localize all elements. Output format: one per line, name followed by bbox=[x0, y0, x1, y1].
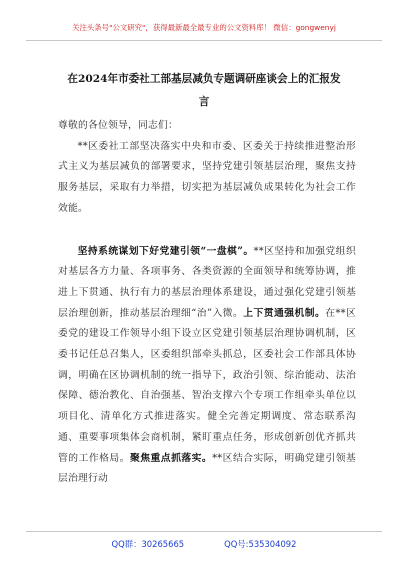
header-divider bbox=[26, 40, 382, 41]
paragraph-intro: **区委社工部坚决落实中央和市委、区委关于持续推进整治形式主义为基层减负的部署要求，坚持党建引领基层治理，聚焦支持服务基层，采取有力举措，切实把为基层减负成果转化为社会工作效能。 bbox=[58, 140, 356, 214]
document-title bbox=[40, 68, 368, 114]
header-banner: 关注头条号"公文研究"，获得最新最全最专业的公文资料库！ 微信：gongwenyj bbox=[72, 23, 336, 32]
section-text-3: **区结合实际，明确党建引领基层治理行动 bbox=[58, 452, 356, 485]
salutation: 尊敬的各位领导，同志们： bbox=[58, 120, 178, 131]
title-line-2: 言 bbox=[198, 96, 210, 108]
document-body bbox=[58, 116, 356, 490]
title-line-1: 在2024年市委社工部基层减负专题调研座谈会上的汇报发 bbox=[67, 73, 341, 85]
footer bbox=[0, 538, 408, 550]
footer-divider bbox=[26, 531, 382, 532]
section-heading: 坚持系统谋划下好党建引领“一盘棋”。 bbox=[77, 245, 254, 257]
section-text-1: **区坚持和加强党组织对基层各方力量、各项事务、各类资源的全面领导和统筹协调，推进上下贯通、执行有力的基层治理体系建设，通过强化党建引领基层治理创新，推动基层治理细“治”入微。 bbox=[58, 245, 356, 319]
paragraph-main bbox=[58, 242, 356, 490]
section-text-2: 在**区委党的建设工作领导小组下设立区党建引领基层治理协调机制，区委书记任总召集人，区委组织部牵头抓总，区委社会工作部具体协调，明确在区协调机制的统一指导下，政治引领、综治能动、法治保障、德治教化、自治强基、智治支撑六个专项工作组牵头单位以项目化、清单化方式推进落实。健全完善定期调度、常态联系沟通、重要事项集体会商机制，紧盯重点任务，形成创新创优齐抓共管的工作格局。 bbox=[58, 307, 356, 464]
subsection-heading-2: 聚焦重点抓落实。 bbox=[129, 452, 213, 464]
paragraph-gap bbox=[58, 220, 356, 242]
subsection-heading-1: 上下贯通强机制。 bbox=[243, 307, 326, 319]
footer-qq-number: QQ号:535304092 bbox=[224, 539, 297, 549]
footer-qq-group: QQ群：30265665 bbox=[111, 539, 185, 549]
